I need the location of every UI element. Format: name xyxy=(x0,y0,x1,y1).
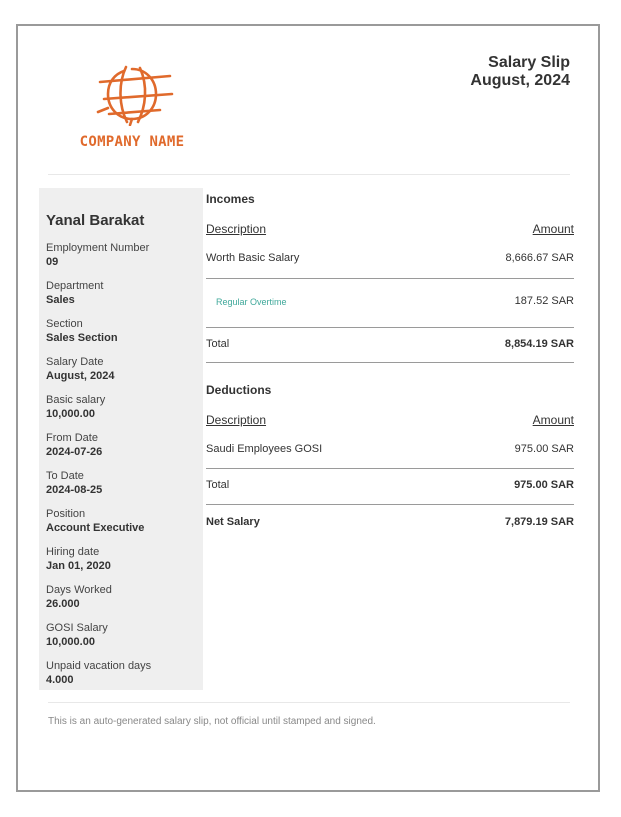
employee-field xyxy=(46,469,203,497)
deduction-row xyxy=(206,443,574,457)
incomes-title: Incomes xyxy=(206,192,255,206)
employee-field-label: Salary Date xyxy=(46,356,104,368)
employee-field-label: From Date xyxy=(46,432,98,444)
company-logo xyxy=(62,64,202,154)
incomes-total-row xyxy=(206,338,574,352)
salary-breakdown xyxy=(206,192,574,530)
employee-field-value: 2024-08-25 xyxy=(46,484,103,496)
deduction-row-divider xyxy=(206,468,574,469)
deductions-description-header: Description xyxy=(206,413,267,427)
incomes-total-amount: 8,854.19 SAR xyxy=(504,338,574,350)
deduction-amount: 975.00 SAR xyxy=(514,443,574,455)
company-name: COMPANY NAME xyxy=(79,134,185,150)
employee-field-label: Unpaid vacation days xyxy=(46,660,152,672)
employee-field-value: August, 2024 xyxy=(46,370,115,382)
employee-field xyxy=(46,659,203,687)
employee-field xyxy=(46,393,203,421)
income-description: Regular Overtime xyxy=(216,297,287,307)
employee-field-value: 4.000 xyxy=(46,674,74,686)
header-divider xyxy=(48,174,570,175)
incomes-amount-header: Amount xyxy=(532,222,574,236)
deductions-total-row xyxy=(206,479,574,493)
deductions-total-label: Total xyxy=(206,479,230,491)
employee-field xyxy=(46,241,203,269)
employee-field xyxy=(46,545,203,573)
incomes-description-header: Description xyxy=(206,222,267,236)
employee-name: Yanal Barakat xyxy=(46,212,145,229)
employee-field-value: Account Executive xyxy=(46,522,145,534)
slip-title: Salary Slip xyxy=(488,54,570,71)
deduction-description: Saudi Employees GOSI xyxy=(206,443,323,455)
employee-field xyxy=(46,507,203,535)
employee-field-label: To Date xyxy=(46,470,84,482)
employee-field-value: 26.000 xyxy=(46,598,80,610)
deductions-title: Deductions xyxy=(206,383,272,397)
incomes-total-label: Total xyxy=(206,338,230,350)
employee-field xyxy=(46,317,203,345)
employee-field-label: Days Worked xyxy=(46,584,112,596)
employee-field xyxy=(46,355,203,383)
deductions-header-row xyxy=(206,413,574,429)
employee-field-label: Hiring date xyxy=(46,546,100,558)
income-row xyxy=(206,295,574,309)
employee-field-label: Department xyxy=(46,280,104,292)
employee-field-value: Sales xyxy=(46,294,75,306)
employee-field-label: GOSI Salary xyxy=(46,622,108,634)
salary-slip-page xyxy=(16,24,600,792)
deductions-amount-header: Amount xyxy=(532,413,574,427)
net-salary-row xyxy=(206,516,574,530)
income-row-divider xyxy=(206,278,574,279)
income-amount: 187.52 SAR xyxy=(514,295,574,307)
income-row xyxy=(206,252,574,266)
deductions-total-divider xyxy=(206,504,574,505)
employee-field-label: Section xyxy=(46,318,83,330)
employee-field-label: Position xyxy=(46,508,86,520)
slip-period: August, 2024 xyxy=(470,72,570,89)
income-description: Worth Basic Salary xyxy=(206,252,300,264)
employee-field xyxy=(46,583,203,611)
employee-field xyxy=(46,431,203,459)
income-amount: 8,666.67 SAR xyxy=(505,252,574,264)
deductions-total-amount: 975.00 SAR xyxy=(514,479,574,491)
income-row-divider xyxy=(206,327,574,328)
employee-field-value: Sales Section xyxy=(46,332,118,344)
employee-field-value: 2024-07-26 xyxy=(46,446,103,458)
net-salary-label: Net Salary xyxy=(206,516,260,528)
incomes-header-row xyxy=(206,222,574,238)
employee-field-value: 09 xyxy=(46,256,59,268)
employee-field-value: Jan 01, 2020 xyxy=(46,560,111,572)
employee-field-label: Basic salary xyxy=(46,394,106,406)
slip-header xyxy=(470,54,570,90)
employee-field-value: 10,000.00 xyxy=(46,408,95,420)
net-salary-amount: 7,879.19 SAR xyxy=(504,516,574,528)
employee-field xyxy=(46,279,203,307)
globe-icon xyxy=(82,64,182,126)
employee-info-panel xyxy=(39,188,203,690)
incomes-total-divider xyxy=(206,362,574,363)
footer-divider xyxy=(48,702,570,703)
employee-field-value: 10,000.00 xyxy=(46,636,95,648)
footer-note: This is an auto-generated salary slip, not official until stamped and signed. xyxy=(48,716,376,727)
employee-field xyxy=(46,621,203,649)
employee-field-label: Employment Number xyxy=(46,242,150,254)
